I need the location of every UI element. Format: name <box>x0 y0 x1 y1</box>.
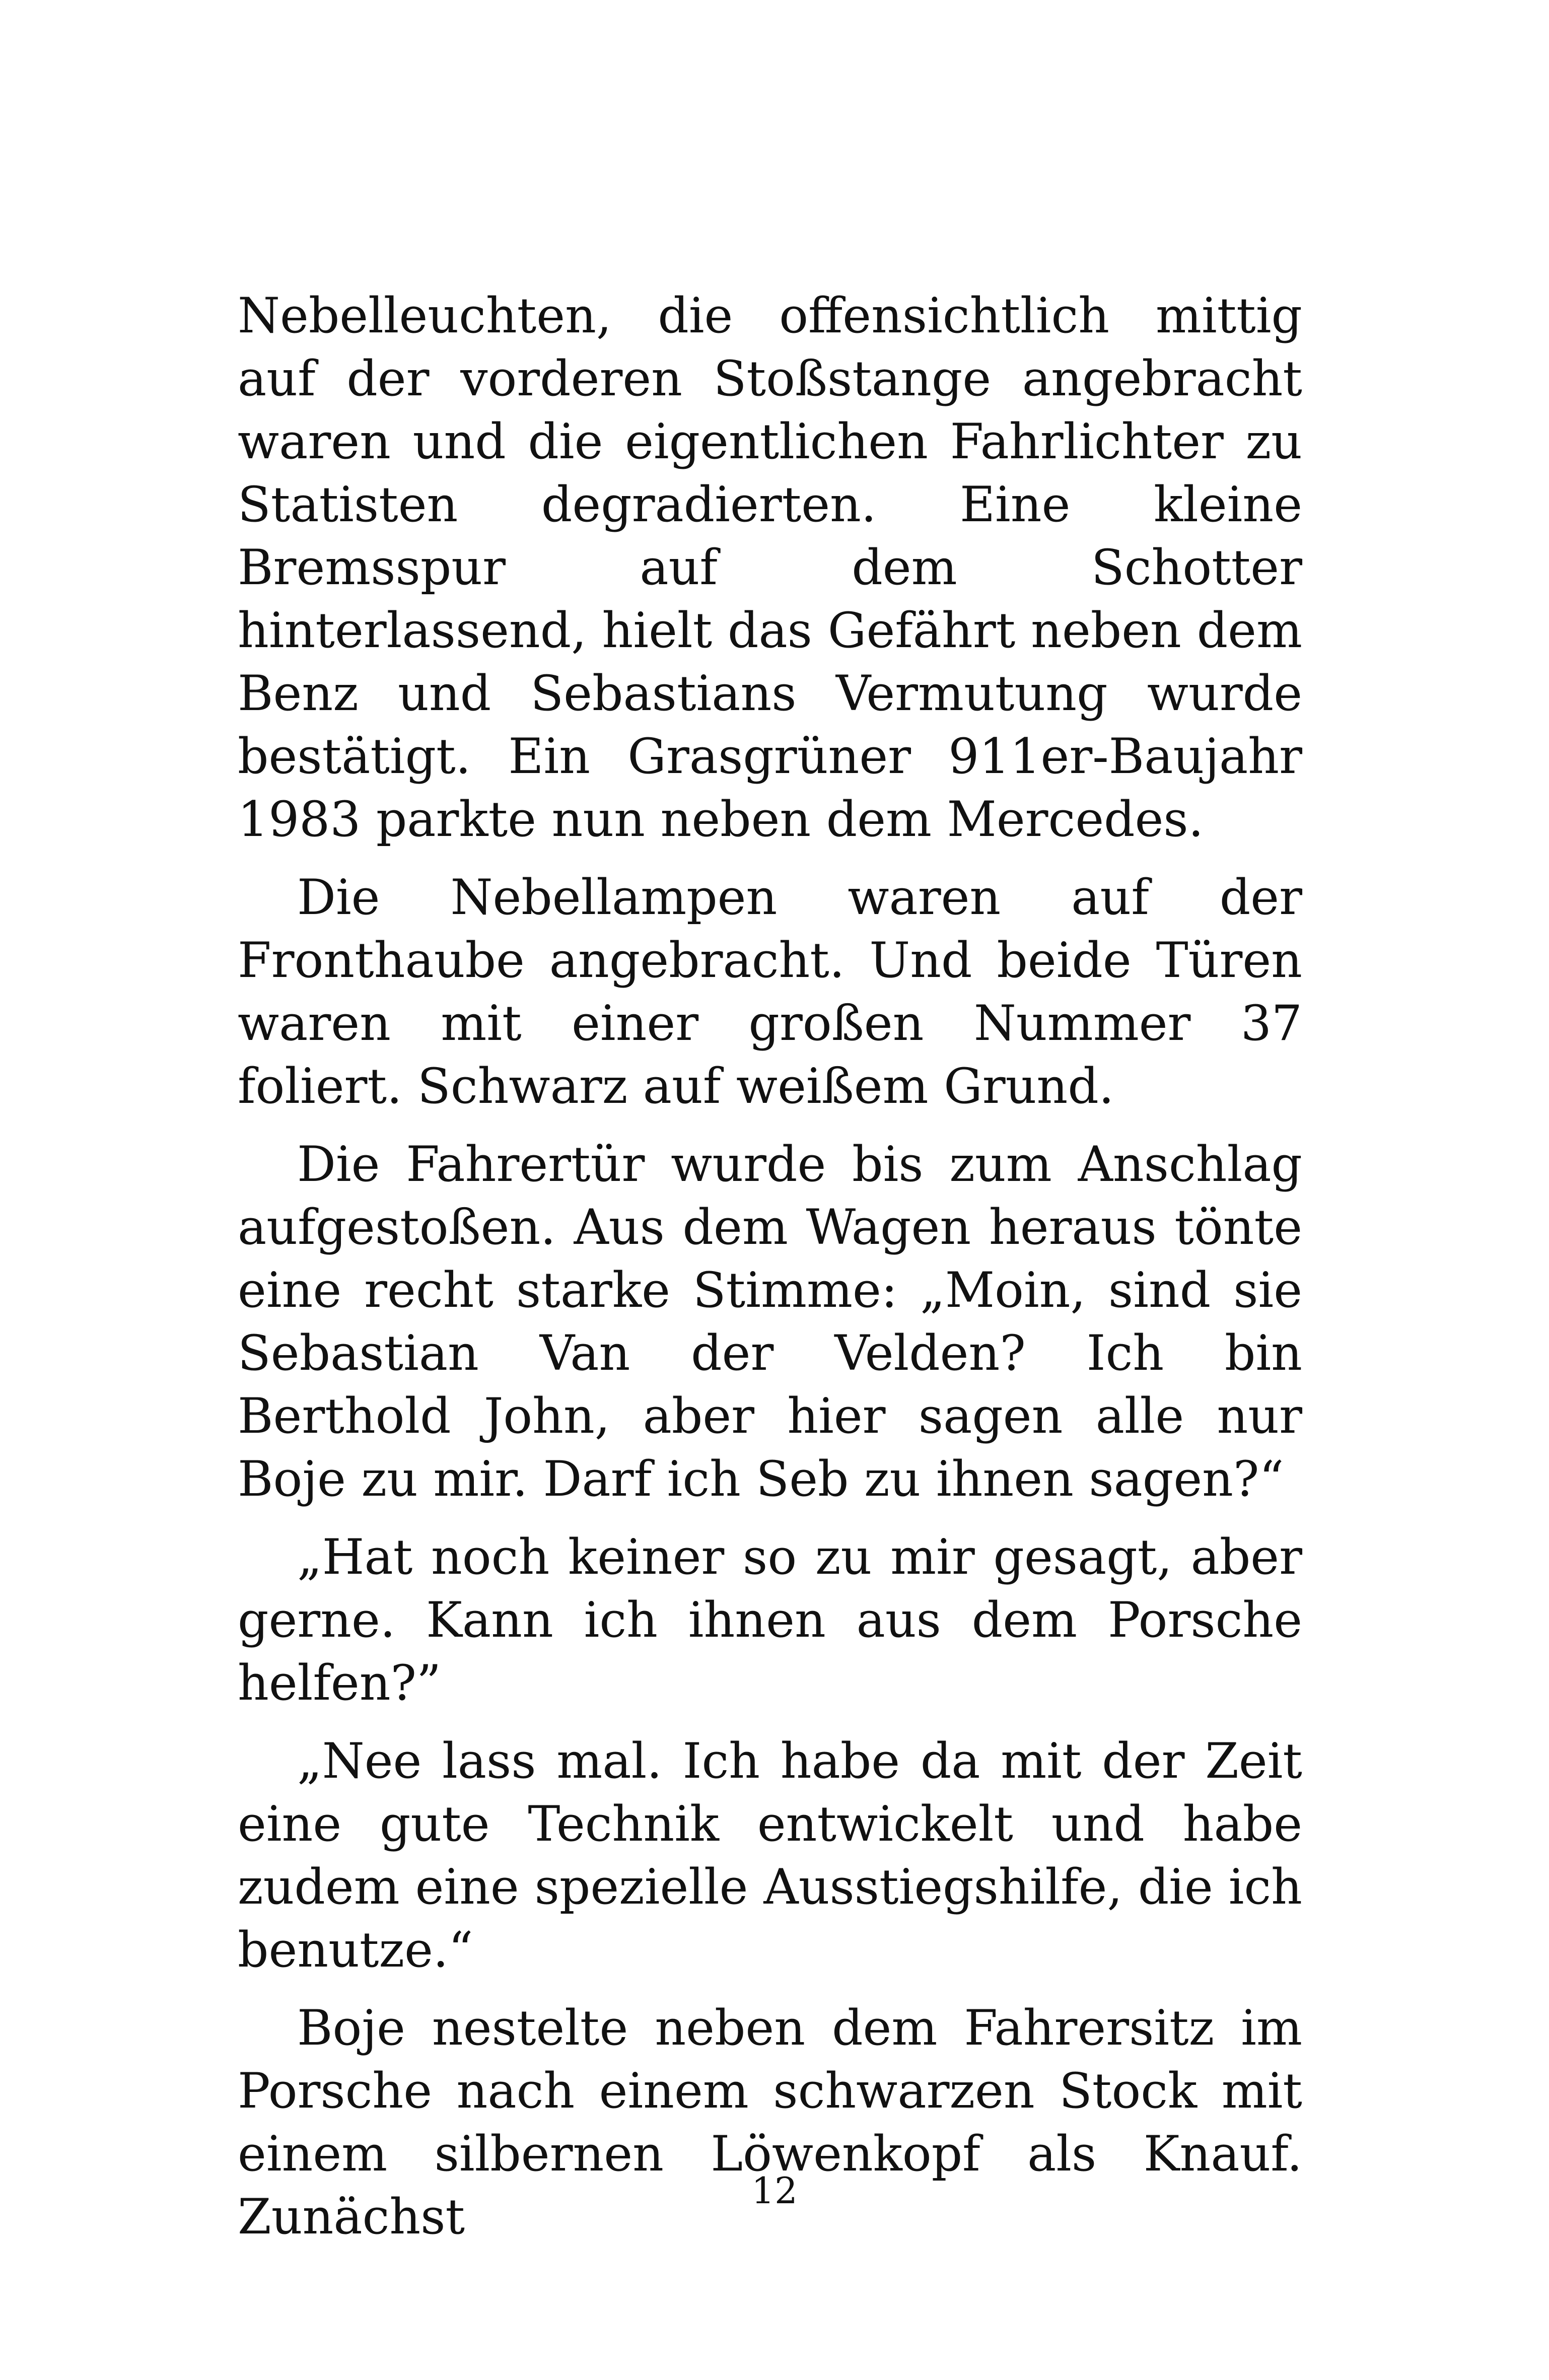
page-number: 12 <box>751 2169 798 2212</box>
paragraph-6: Boje nestelte neben dem Fahrersitz im Porsche nach einem schwarzen Stock mit einem silbernen Löwenkopf als Knauf. Zunächst <box>238 2000 1302 2245</box>
paragraph-2: Die Nebellampen waren auf der Fronthaube angebracht. Und beide Türen waren mit einer großen Nummer 37 foliert. Schwarz auf weißem Grund. <box>238 869 1302 1114</box>
paragraph-4: „Hat noch keiner so zu mir gesagt, aber gerne. Kann ich ihnen aus dem Porsche helfen?” <box>238 1529 1302 1711</box>
paragraph-1: Nebelleuchten, die offensichtlich mittig auf der vorderen Stoßstange angebracht waren und die eigentlichen Fahrlichter zu Statisten degradierten. Eine kleine Bremsspur auf dem Schotter hinterlassend, hielt das Gefährt neben dem Benz und Sebastians Vermutung wurde bestätigt. Ein Grasgrüner 911er-Baujahr 1983 parkte nun neben dem Mercedes. <box>238 288 1302 848</box>
paragraph-5: „Nee lass mal. Ich habe da mit der Zeit eine gute Technik entwickelt und habe zudem eine spezielle Ausstiegshilfe, die ich benutze.“ <box>238 1733 1302 1978</box>
body-text <box>238 285 1302 2249</box>
paragraph-3: Die Fahrertür wurde bis zum Anschlag aufgestoßen. Aus dem Wagen heraus tönte eine recht starke Stimme: „Moin, sind sie Sebastian Van der Velden? Ich bin Berthold John, aber hier sagen alle nur Boje zu mir. Darf ich Seb zu ihnen sagen?“ <box>238 1136 1302 1507</box>
